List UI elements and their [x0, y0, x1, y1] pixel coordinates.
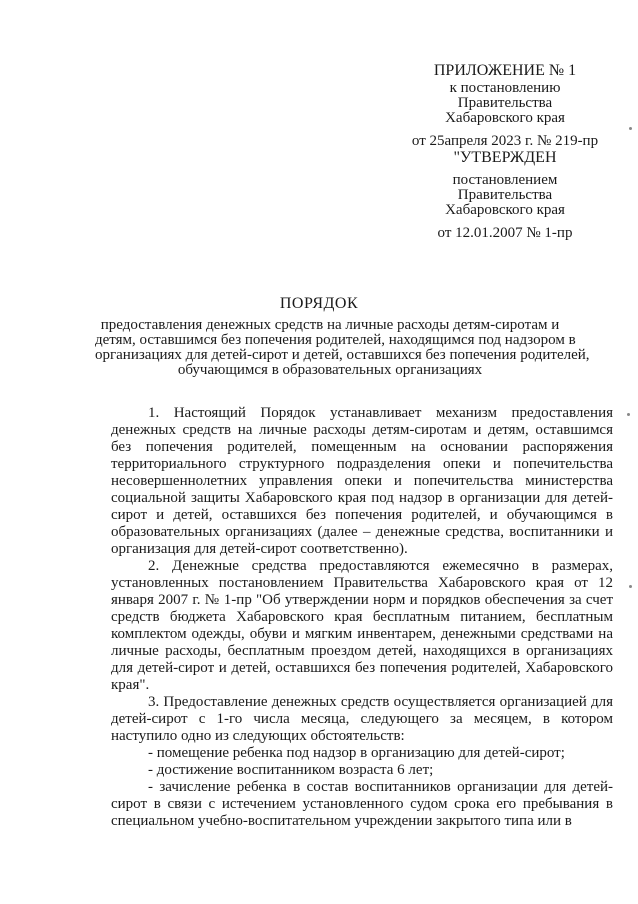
list-item: - зачисление ребенка в состав воспитанников организации для детей-сирот в связи с истечением установленного судом срока его пребывания в специальном учебно-воспитательном учреждении закрытого типа или в — [111, 779, 613, 829]
subtitle-line: обучающимся в образовательных организациях — [177, 362, 483, 378]
list-item: - достижение воспитанником возраста 6 лет; — [148, 762, 434, 778]
appendix-line: Правительства — [457, 95, 553, 111]
approved-line: постановлением — [452, 172, 558, 188]
paragraph-1: 1. Настоящий Порядок устанавливает механизм предоставления денежных средств на личные расходы детям-сиротам и детям, оставшимся без попечения родителей, помещенным на основании распоряжения территориального структурного подразделения опеки и попечительства несовершеннолетних управления опеки и попечительства министерства социальной защиты Хабаровского края под надзор в организации для детей-сирот и детей, оставшихся без попечения родителей, и обучающимся в образовательных организациях (далее – денежные средства, воспитанники и организация для детей-сирот соответственно). — [111, 405, 613, 557]
document-subtitle — [95, 317, 590, 378]
paragraph-3: 3. Предоставление денежных средств осуществляется организацией для детей-сирот с 1-го числа месяца, следующего за месяцем, в котором наступило одно из следующих обстоятельств: — [111, 694, 613, 744]
document-title: ПОРЯДОК — [279, 295, 359, 312]
appendix-title: ПРИЛОЖЕНИЕ № 1 — [433, 62, 577, 79]
subtitle-line: детям, оставшимся без попечения родителей, находящимся под надзором в — [95, 332, 576, 348]
scan-mark — [629, 127, 632, 130]
approved-line: Хабаровского края — [445, 202, 565, 218]
scan-mark — [629, 585, 632, 588]
approved-line: Правительства — [457, 187, 553, 203]
appendix-block — [400, 63, 610, 149]
appendix-line: Хабаровского края — [445, 110, 565, 126]
appendix-date: от 25апреля 2023 г. № 219-пр — [411, 133, 599, 149]
list-item: - помещение ребенка под надзор в организацию для детей-сирот; — [148, 745, 565, 761]
scan-mark — [627, 413, 630, 416]
document-body — [111, 405, 613, 830]
approved-title: "УТВЕРЖДЕН — [453, 149, 557, 166]
approved-block — [400, 150, 610, 241]
subtitle-line: предоставления денежных средств на личные расходы детям-сиротам и — [100, 317, 560, 333]
appendix-line: к постановлению — [449, 80, 561, 96]
subtitle-line: организациях для детей-сирот и детей, оставшихся без попечения родителей, — [95, 347, 590, 363]
paragraph-2: 2. Денежные средства предоставляются ежемесячно в размерах, установленных постановлением Правительства Хабаровского края от 12 января 2007 г. № 1-пр "Об утверждении норм и порядков обеспечения за счет средств бюджета Хабаровского края бесплатным питанием, бесплатным комплектом одежды, обуви и мягким инвентарем, денежными средствами на личные расходы, бесплатным проездом детей, находящихся в организациях для детей-сирот и детей, оставшихся без попечения родителей, Хабаровского края". — [111, 558, 613, 693]
approved-date: от 12.01.2007 № 1-пр — [437, 225, 573, 241]
